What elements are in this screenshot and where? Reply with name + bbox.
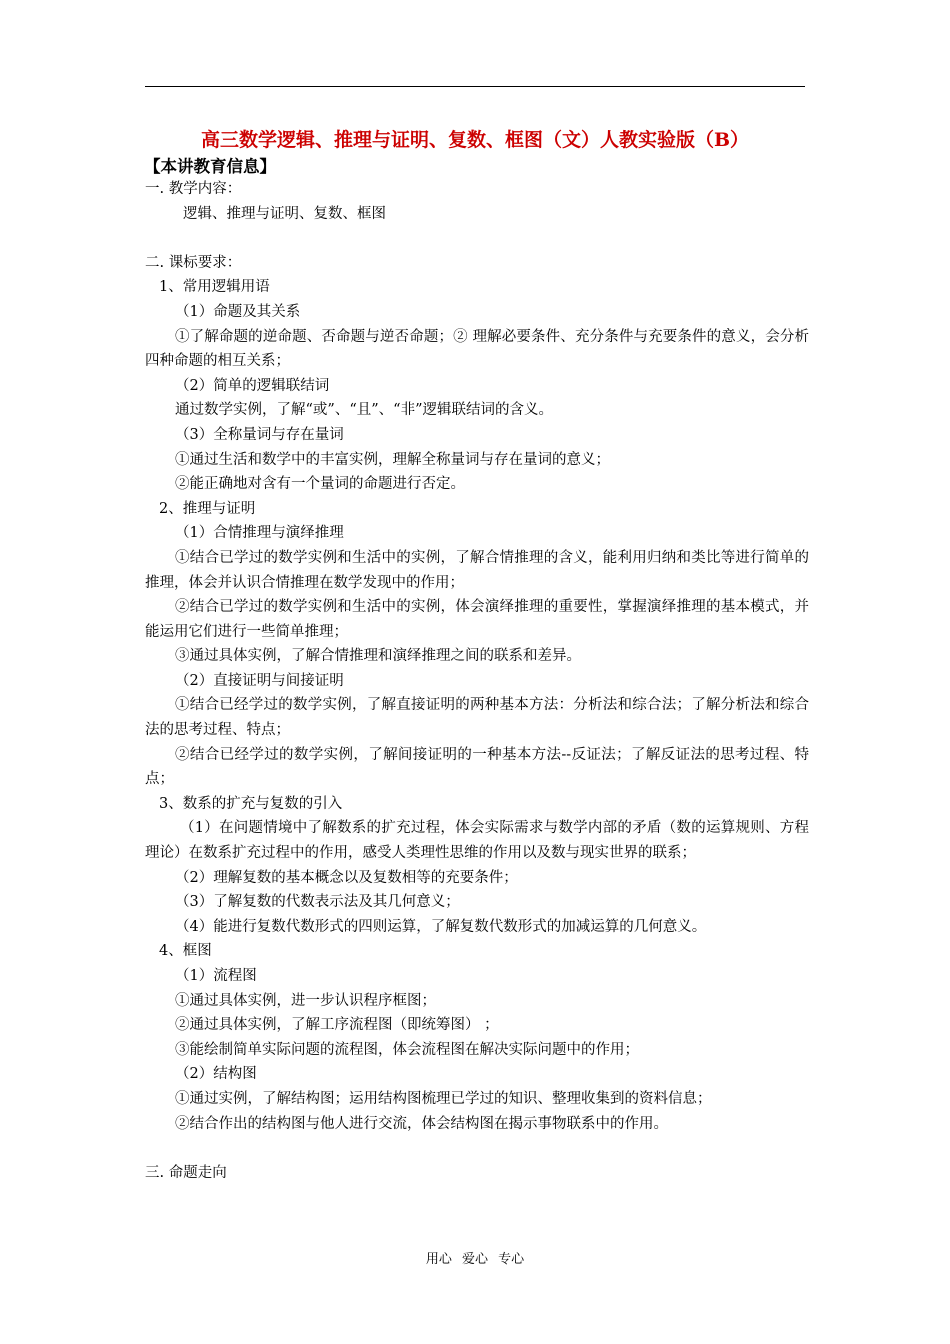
item-heading: （1）合情推理与演绎推理 — [175, 525, 344, 542]
section-heading: 三. 命题走向 — [145, 1164, 227, 1181]
item-heading: （2）简单的逻辑联结词 — [175, 377, 330, 394]
content-line: ②结合作出的结构图与他人进行交流，体会结构图在揭示事物联系中的作用。 — [175, 1115, 668, 1132]
section-heading: 二. 课标要求： — [145, 254, 242, 271]
content-line: ③通过具体实例，了解合情推理和演绎推理之间的联系和差异。 — [175, 648, 581, 665]
item-heading: （3）全称量词与存在量词 — [175, 426, 344, 443]
blank-line — [145, 226, 809, 251]
subsection-heading: 2、推理与证明 — [159, 500, 256, 517]
paragraph: ①结合已经学过的数学实例，了解直接证明的两种基本方法：分析法和综合法；了解分析法和综合法的思考过程、特点； — [145, 697, 809, 739]
subsection-heading: 4、框图 — [159, 943, 212, 960]
content-line: ①通过具体实例，进一步认识程序框图； — [175, 992, 436, 1009]
content-line: 通过数学实例，了解“或”、“且”、“非”逻辑联结词的含义。 — [175, 402, 553, 419]
content-line: ③能绘制简单实际问题的流程图，体会流程图在解决实际问题中的作用； — [175, 1041, 639, 1058]
section-heading: 一. 教学内容： — [145, 181, 242, 197]
paragraph: ①了解命题的逆命题、否命题与逆否命题；② 理解必要条件、充分条件与充要条件的意义，会分析四种命题的相互关系； — [145, 328, 809, 370]
paragraph: （1）在问题情境中了解数系的扩充过程，体会实际需求与数学内部的矛盾（数的运算规则、方程理论）在数系扩充过程中的作用，感受人类理性思维的作用以及数与现实世界的联系； — [145, 820, 809, 862]
item-heading: （2）结构图 — [175, 1066, 257, 1083]
content-line: ②通过具体实例，了解工序流程图（即统筹图） ； — [175, 1017, 499, 1034]
section-header: 【本讲教育信息】 — [144, 157, 276, 176]
content-line: ①通过生活和数学中的丰富实例，理解全称量词与存在量词的意义； — [175, 451, 610, 468]
content-line: ①通过实例，了解结构图；运用结构图梳理已学过的知识、整理收集到的资料信息； — [175, 1090, 712, 1107]
paragraph: ②结合已学过的数学实例和生活中的实例，体会演绎推理的重要性，掌握演绎推理的基本模式，并能运用它们进行一些简单推理； — [145, 599, 809, 640]
content-line: （3）了解复数的代数表示法及其几何意义； — [175, 894, 460, 911]
item-heading: （2）直接证明与间接证明 — [175, 672, 344, 689]
content-line: （4）能进行复数代数形式的四则运算，了解复数代数形式的加减运算的几何意义。 — [175, 918, 707, 935]
content-line: ②能正确地对含有一个量词的命题进行否定。 — [175, 476, 465, 493]
document-body — [145, 177, 809, 1185]
blank-line — [145, 1136, 809, 1161]
item-heading: （1）命题及其关系 — [175, 303, 301, 320]
content-line: （2）理解复数的基本概念以及复数相等的充要条件； — [175, 869, 518, 886]
content-line: 逻辑、推理与证明、复数、框图 — [183, 205, 386, 222]
subsection-heading: 1、常用逻辑用语 — [159, 279, 270, 296]
paragraph: ①结合已学过的数学实例和生活中的实例，了解合情推理的含义，能利用归纳和类比等进行简单的推理，体会并认识合情推理在数学发现中的作用； — [145, 549, 809, 591]
header-rule — [145, 86, 805, 87]
paragraph: ②结合已经学过的数学实例，了解间接证明的一种基本方法--反证法；了解反证法的思考过程、特点； — [145, 746, 809, 788]
page-footer: 用心 爱心 专心 — [425, 1252, 525, 1267]
item-heading: （1）流程图 — [175, 968, 257, 984]
document-title: 高三数学逻辑、推理与证明、复数、框图（文）人教实验版（B） — [200, 129, 750, 151]
subsection-heading: 3、数系的扩充与复数的引入 — [159, 795, 343, 812]
